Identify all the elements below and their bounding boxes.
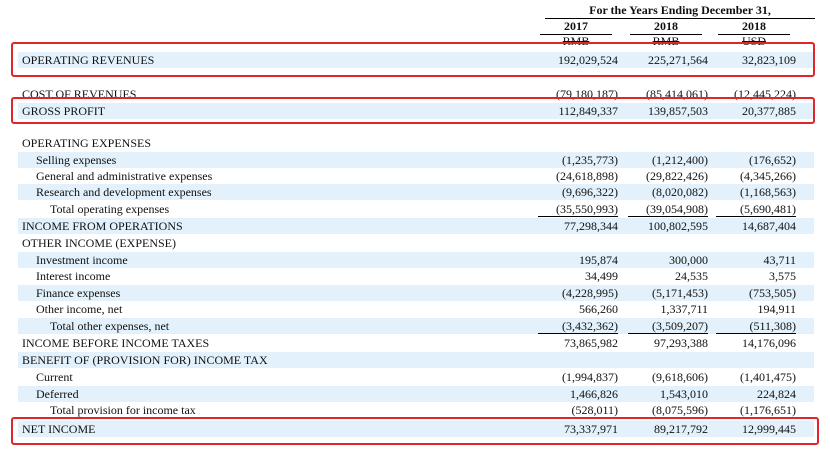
row-value-col2: 100,802,595 bbox=[648, 219, 708, 233]
currency-rmb-2017: RMB bbox=[562, 34, 590, 48]
row-value-col2: (29,822,426) bbox=[646, 169, 708, 183]
currency-rmb-2018: RMB bbox=[652, 34, 680, 48]
row-value-col3: 43,711 bbox=[763, 253, 796, 267]
row-value-col3: (176,652) bbox=[749, 153, 796, 167]
row-value-col1: 195,874 bbox=[579, 253, 618, 267]
row-label: Interest income bbox=[36, 269, 111, 283]
statement-row bbox=[18, 135, 814, 151]
statement-row bbox=[18, 285, 814, 301]
row-label: Total operating expenses bbox=[50, 202, 170, 216]
statement-row bbox=[18, 201, 814, 217]
row-value-col1: 73,865,982 bbox=[564, 336, 618, 350]
row-value-col1: (528,011) bbox=[538, 402, 618, 418]
row-label: BENEFIT OF (PROVISION FOR) INCOME TAX bbox=[22, 353, 268, 367]
statement-row bbox=[18, 301, 814, 317]
row-value-col1: (1,235,773) bbox=[562, 153, 618, 167]
row-value-col3: 14,176,096 bbox=[742, 336, 796, 350]
row-label: Current bbox=[36, 370, 73, 384]
year-2017-header: 2017 bbox=[564, 19, 588, 33]
row-value-col3: (1,168,563) bbox=[740, 185, 796, 199]
row-label: Deferred bbox=[36, 387, 79, 401]
row-value-col1: (35,550,993) bbox=[538, 201, 618, 217]
row-value-col1: 566,260 bbox=[579, 302, 618, 316]
row-value-col3: 12,999,445 bbox=[742, 422, 796, 436]
row-value-col2: (85,414,061) bbox=[646, 87, 708, 101]
row-label: Selling expenses bbox=[36, 153, 117, 167]
row-label: Investment income bbox=[36, 253, 128, 267]
row-value-col2: (8,075,596) bbox=[628, 402, 708, 418]
highlight-net-income bbox=[11, 417, 819, 445]
row-value-col2: 1,543,010 bbox=[660, 387, 708, 401]
row-value-col2: (5,171,453) bbox=[652, 286, 708, 300]
row-label: Total other expenses, net bbox=[50, 319, 170, 333]
row-label: GROSS PROFIT bbox=[22, 104, 106, 118]
row-value-col3: (1,176,651) bbox=[716, 402, 796, 418]
row-value-col2: (39,054,908) bbox=[628, 201, 708, 217]
statement-row bbox=[18, 402, 814, 418]
highlight-operating-revenues bbox=[11, 42, 815, 77]
statement-row bbox=[18, 268, 814, 284]
row-label: Research and development expenses bbox=[36, 185, 212, 199]
row-value-col2: 300,000 bbox=[669, 253, 708, 267]
row-value-col3: (511,308) bbox=[716, 318, 796, 334]
row-value-col2: 97,293,388 bbox=[654, 336, 708, 350]
row-value-col3: 14,687,404 bbox=[742, 219, 796, 233]
row-value-col3: (753,505) bbox=[749, 286, 796, 300]
row-value-col1: 192,029,524 bbox=[558, 53, 618, 67]
row-value-col3: (1,401,475) bbox=[740, 370, 796, 384]
row-value-col1: (24,618,898) bbox=[556, 169, 618, 183]
row-value-col1: 73,337,971 bbox=[564, 422, 618, 436]
statement-row bbox=[18, 168, 814, 184]
statement-row bbox=[18, 184, 814, 200]
statement-row bbox=[18, 318, 814, 334]
statement-row bbox=[18, 235, 814, 251]
row-value-col1: 77,298,344 bbox=[564, 219, 618, 233]
row-value-col3: 20,377,885 bbox=[742, 104, 796, 118]
row-value-col1: (4,228,995) bbox=[562, 286, 618, 300]
statement-row bbox=[18, 369, 814, 385]
row-label: OPERATING REVENUES bbox=[22, 53, 155, 67]
row-value-col2: 89,217,792 bbox=[654, 422, 708, 436]
row-value-col1: (1,994,837) bbox=[562, 370, 618, 384]
row-value-col2: 1,337,711 bbox=[660, 302, 708, 316]
statement-row bbox=[18, 152, 814, 168]
row-label: Total provision for income tax bbox=[50, 403, 196, 417]
row-label: COST OF REVENUES bbox=[22, 87, 137, 101]
row-value-col3: (4,345,266) bbox=[740, 169, 796, 183]
period-header: For the Years Ending December 31, bbox=[589, 3, 771, 17]
row-label: OPERATING EXPENSES bbox=[22, 136, 152, 150]
row-label: OTHER INCOME (EXPENSE) bbox=[22, 236, 176, 250]
row-value-col2: 225,271,564 bbox=[648, 53, 708, 67]
statement-row bbox=[18, 352, 814, 368]
row-label: Finance expenses bbox=[36, 286, 121, 300]
row-value-col3: 32,823,109 bbox=[742, 53, 796, 67]
row-value-col2: 139,857,503 bbox=[648, 104, 708, 118]
row-label: INCOME BEFORE INCOME TAXES bbox=[22, 336, 210, 350]
row-value-col2: (8,020,082) bbox=[652, 185, 708, 199]
row-value-col3: 194,911 bbox=[757, 302, 796, 316]
row-value-col3: (12,445,224) bbox=[734, 87, 796, 101]
row-label: NET INCOME bbox=[22, 422, 96, 436]
highlight-gross-profit bbox=[11, 97, 815, 124]
row-value-col3: 224,824 bbox=[757, 387, 796, 401]
year-2018-rmb-header: 2018 bbox=[654, 19, 678, 33]
statement-row bbox=[18, 252, 814, 268]
year-2018-usd-header: 2018 bbox=[742, 19, 766, 33]
row-value-col2: (9,618,606) bbox=[652, 370, 708, 384]
row-value-col3: (5,690,481) bbox=[716, 201, 796, 217]
currency-usd-2018: USD bbox=[741, 34, 766, 48]
row-value-col1: (3,432,362) bbox=[538, 318, 618, 334]
row-value-col1: 112,849,337 bbox=[558, 104, 618, 118]
row-value-col1: 34,499 bbox=[585, 269, 618, 283]
row-value-col3: 3,575 bbox=[769, 269, 796, 283]
row-value-col2: 24,535 bbox=[675, 269, 708, 283]
row-label: INCOME FROM OPERATIONS bbox=[22, 219, 183, 233]
row-value-col1: (9,696,322) bbox=[562, 185, 618, 199]
row-value-col2: (1,212,400) bbox=[652, 153, 708, 167]
row-label: General and administrative expenses bbox=[36, 169, 213, 183]
row-value-col1: (79,180,187) bbox=[556, 87, 618, 101]
statement-row bbox=[18, 386, 814, 402]
row-value-col1: 1,466,826 bbox=[570, 387, 618, 401]
statement-row bbox=[18, 335, 814, 351]
row-label: Other income, net bbox=[36, 302, 123, 316]
row-value-col2: (3,509,207) bbox=[628, 318, 708, 334]
statement-row bbox=[18, 218, 814, 234]
